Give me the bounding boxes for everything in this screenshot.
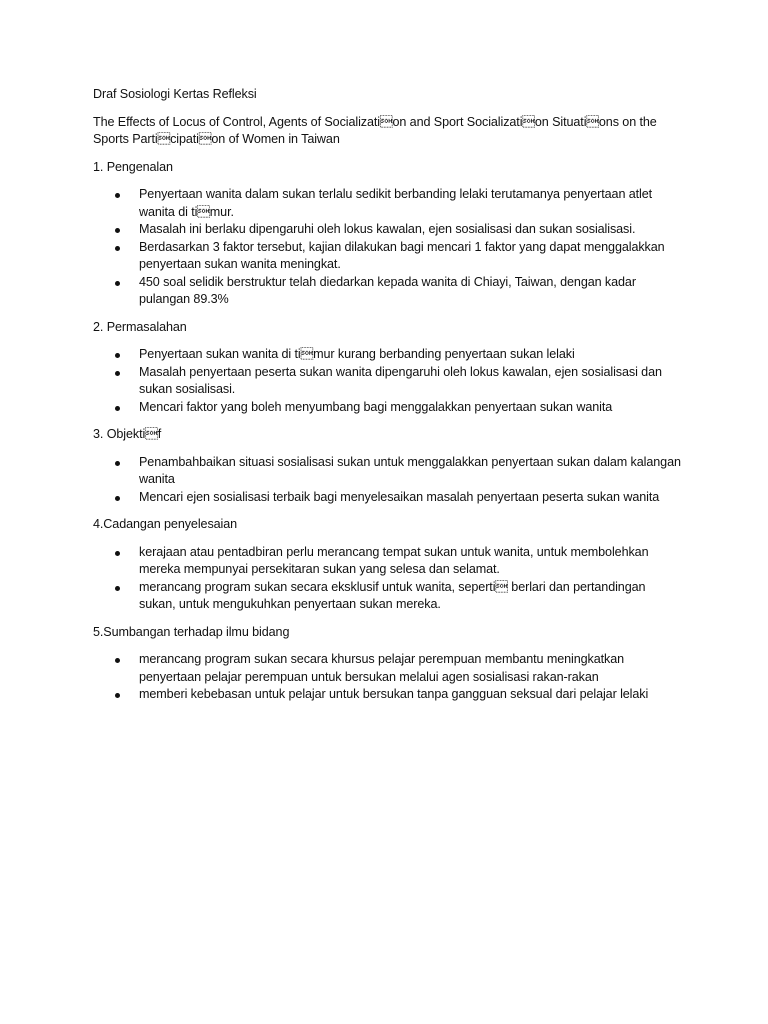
- bullet-icon: [115, 406, 120, 411]
- list-item-text: Penyertaan sukan wanita di timur kurang berbanding penyertaan sukan lelaki: [139, 347, 575, 361]
- list-item-text: Berdasarkan 3 faktor tersebut, kajian dilakukan bagi mencari 1 faktor yang dapat menggalakkan penyertaan sukan wanita meningkat.: [139, 239, 665, 271]
- section-pengenalan: [93, 159, 683, 309]
- document-body: [93, 86, 683, 714]
- bullet-list: [93, 346, 683, 416]
- bullet-icon: [115, 658, 120, 663]
- list-item-text: merancang program sukan secara eksklusif untuk wanita, seperti berlari dan pertandingan sukan, untuk mengukuhkan penyertaan sukan mereka.: [139, 579, 646, 611]
- list-item: [93, 579, 683, 614]
- list-item: [93, 399, 683, 417]
- list-item-text: Mencari ejen sosialisasi terbaik bagi menyelesaikan masalah penyertaan peserta sukan wanita: [139, 489, 660, 504]
- section-heading: 5.Sumbangan terhadap ilmu bidang: [93, 624, 290, 639]
- list-item: [93, 489, 683, 507]
- bullet-icon: [115, 551, 120, 556]
- bullet-icon: [115, 281, 120, 286]
- section-heading: 1. Pengenalan: [93, 159, 173, 174]
- bullet-icon: [115, 586, 120, 591]
- list-item-text: memberi kebebasan untuk pelajar untuk bersukan tanpa gangguan seksual dari pelajar lelaki: [139, 687, 649, 701]
- bullet-list: [93, 454, 683, 507]
- list-item: [93, 221, 683, 239]
- bullet-icon: [115, 371, 120, 376]
- list-item: [93, 274, 683, 309]
- bullet-list: [93, 186, 683, 309]
- section-heading: 3. Objektif: [93, 427, 162, 441]
- paper-title: The Effects of Locus of Control, Agents of Socialization and Sport Socialization Situations on the Sports Participation of Women in Taiwan: [93, 114, 657, 146]
- list-item: [93, 346, 683, 364]
- list-item-text: kerajaan atau pentadbiran perlu merancang tempat sukan untuk wanita, untuk membolehkan mereka mempunyai persekitaran sukan yang selesa dan selamat.: [139, 544, 649, 576]
- list-item: [93, 454, 683, 489]
- bullet-icon: [115, 246, 120, 251]
- document-title: Draf Sosiologi Kertas Refleksi: [93, 87, 257, 101]
- section-permasalahan: [93, 319, 683, 417]
- bullet-icon: [115, 496, 120, 501]
- section-heading: 4.Cadangan penyelesaian: [93, 517, 238, 531]
- section-objektif: [93, 426, 683, 506]
- bullet-icon: [115, 193, 120, 198]
- list-item: [93, 651, 683, 686]
- list-item-text: Masalah penyertaan peserta sukan wanita dipengaruhi oleh lokus kawalan, ejen sosialisasi dan sukan sosialisasi.: [139, 364, 662, 396]
- section-cadangan-penyelesaian: [93, 516, 683, 614]
- list-item-text: Penambahbaikan situasi sosialisasi sukan untuk menggalakkan penyertaan sukan dalam kalangan wanita: [139, 454, 681, 486]
- list-item: [93, 186, 683, 221]
- section-heading: 2. Permasalahan: [93, 319, 187, 334]
- list-item: [93, 544, 683, 579]
- list-item: [93, 686, 683, 704]
- list-item: [93, 239, 683, 274]
- bullet-icon: [115, 228, 120, 233]
- list-item-text: merancang program sukan secara khursus pelajar perempuan membantu meningkatkan penyertaan pelajar perempuan untuk bersukan melalui agen sosialisasi rakan-rakan: [139, 652, 625, 684]
- list-item: [93, 364, 683, 399]
- bullet-list: [93, 651, 683, 704]
- list-item-text: Masalah ini berlaku dipengaruhi oleh lokus kawalan, ejen sosialisasi dan sukan sosialisasi.: [139, 222, 636, 236]
- list-item-text: Penyertaan wanita dalam sukan terlalu sedikit berbanding lelaki terutamanya penyertaan atlet wanita di timur.: [139, 187, 653, 219]
- bullet-icon: [115, 461, 120, 466]
- section-sumbangan: [93, 624, 683, 704]
- bullet-icon: [115, 353, 120, 358]
- bullet-list: [93, 544, 683, 614]
- list-item-text: 450 soal selidik berstruktur telah diedarkan kepada wanita di Chiayi, Taiwan, dengan kadar pulangan 89.3%: [139, 274, 636, 306]
- bullet-icon: [115, 693, 120, 698]
- list-item-text: Mencari faktor yang boleh menyumbang bagi menggalakkan penyertaan sukan wanita: [139, 399, 613, 414]
